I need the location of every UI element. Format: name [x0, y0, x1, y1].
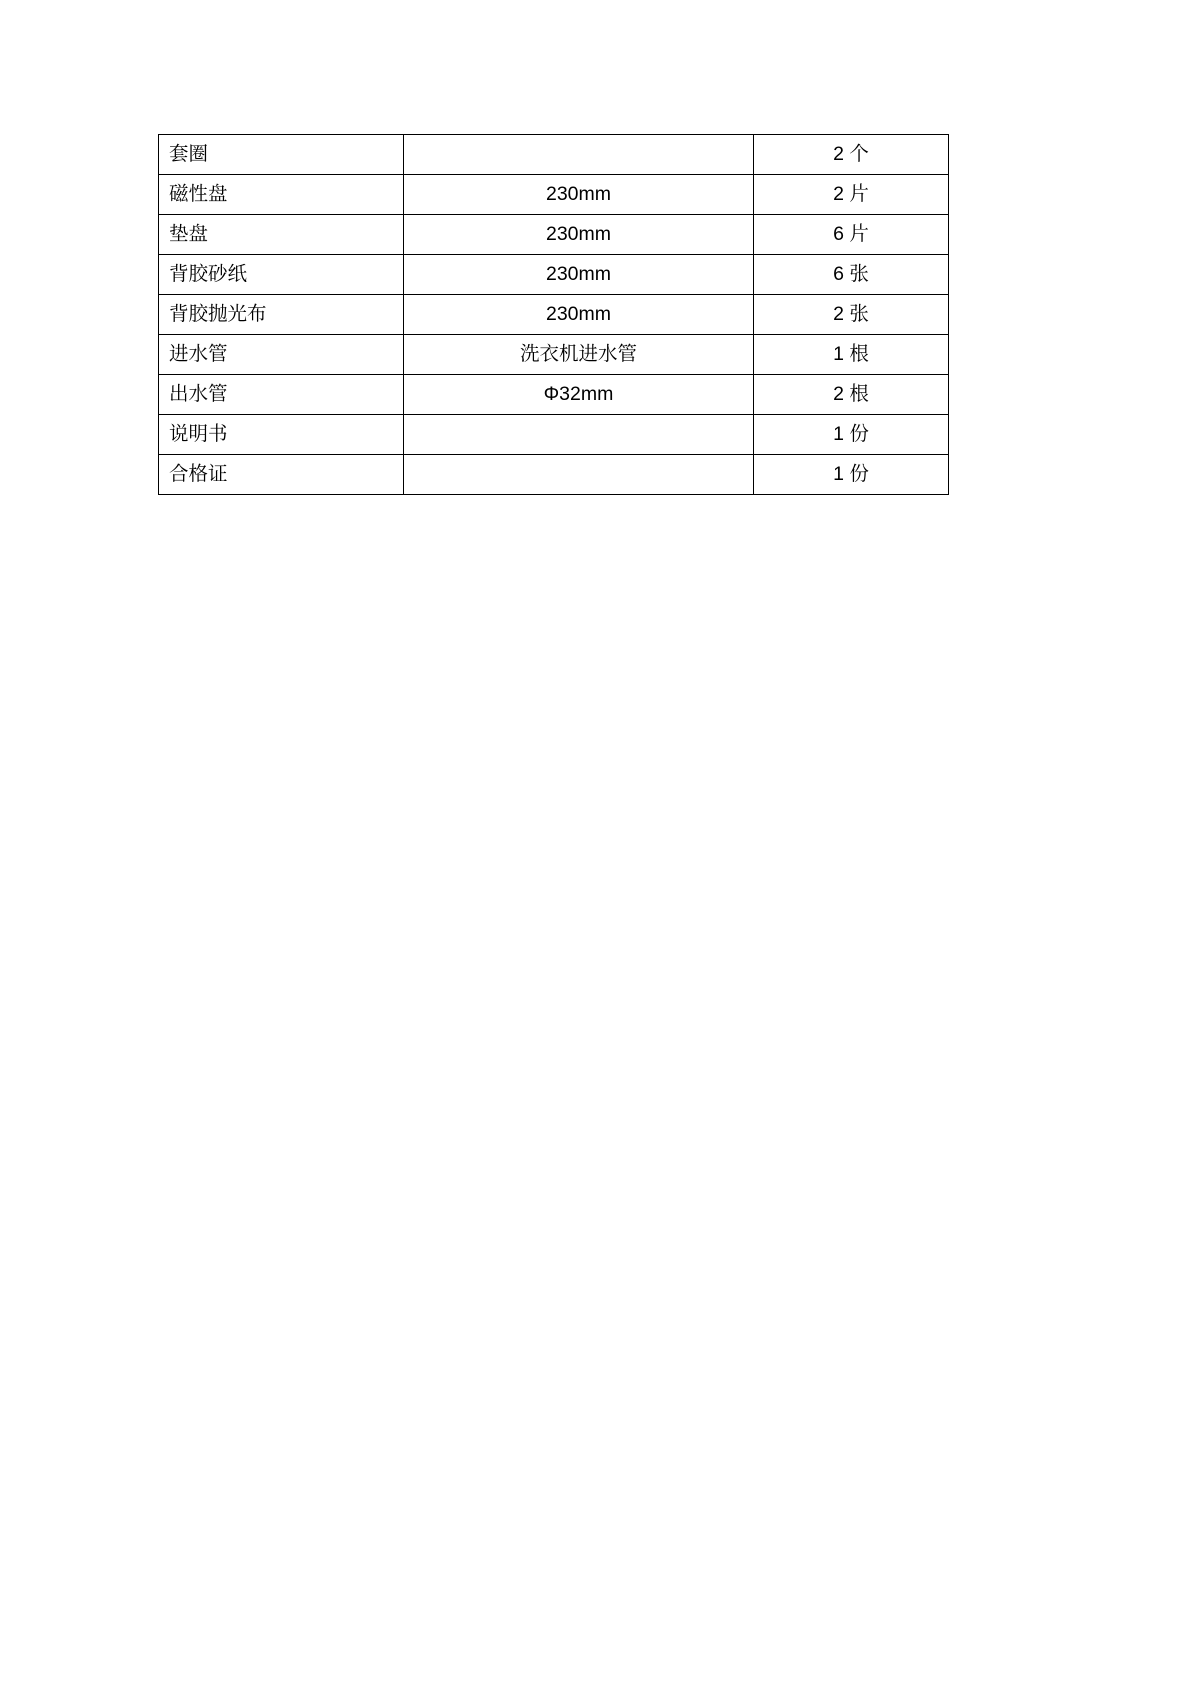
part-spec: [404, 135, 754, 175]
part-name: 合格证: [159, 455, 404, 495]
part-quantity: 2 根: [754, 375, 949, 415]
table-row: [159, 415, 949, 455]
part-name: 磁性盘: [159, 175, 404, 215]
part-quantity: 2 片: [754, 175, 949, 215]
part-quantity: 1 份: [754, 415, 949, 455]
table-row: [159, 175, 949, 215]
part-quantity: 6 片: [754, 215, 949, 255]
part-name: 背胶砂纸: [159, 255, 404, 295]
part-quantity: 1 份: [754, 455, 949, 495]
part-quantity: 2 张: [754, 295, 949, 335]
part-quantity: 6 张: [754, 255, 949, 295]
table-body: [159, 135, 949, 495]
table-row: [159, 335, 949, 375]
parts-list-table: [158, 134, 949, 495]
part-name: 进水管: [159, 335, 404, 375]
part-spec: Φ32mm: [404, 375, 754, 415]
part-spec: 230mm: [404, 255, 754, 295]
table-row: [159, 135, 949, 175]
table-row: [159, 375, 949, 415]
part-spec: 洗衣机进水管: [404, 335, 754, 375]
part-spec: [404, 415, 754, 455]
part-spec: 230mm: [404, 175, 754, 215]
table-row: [159, 255, 949, 295]
part-spec: [404, 455, 754, 495]
part-name: 套圈: [159, 135, 404, 175]
part-name: 垫盘: [159, 215, 404, 255]
part-spec: 230mm: [404, 295, 754, 335]
part-spec: 230mm: [404, 215, 754, 255]
table-row: [159, 455, 949, 495]
part-name: 背胶抛光布: [159, 295, 404, 335]
part-quantity: 1 根: [754, 335, 949, 375]
table-row: [159, 215, 949, 255]
part-name: 出水管: [159, 375, 404, 415]
part-quantity: 2 个: [754, 135, 949, 175]
part-name: 说明书: [159, 415, 404, 455]
table-row: [159, 295, 949, 335]
